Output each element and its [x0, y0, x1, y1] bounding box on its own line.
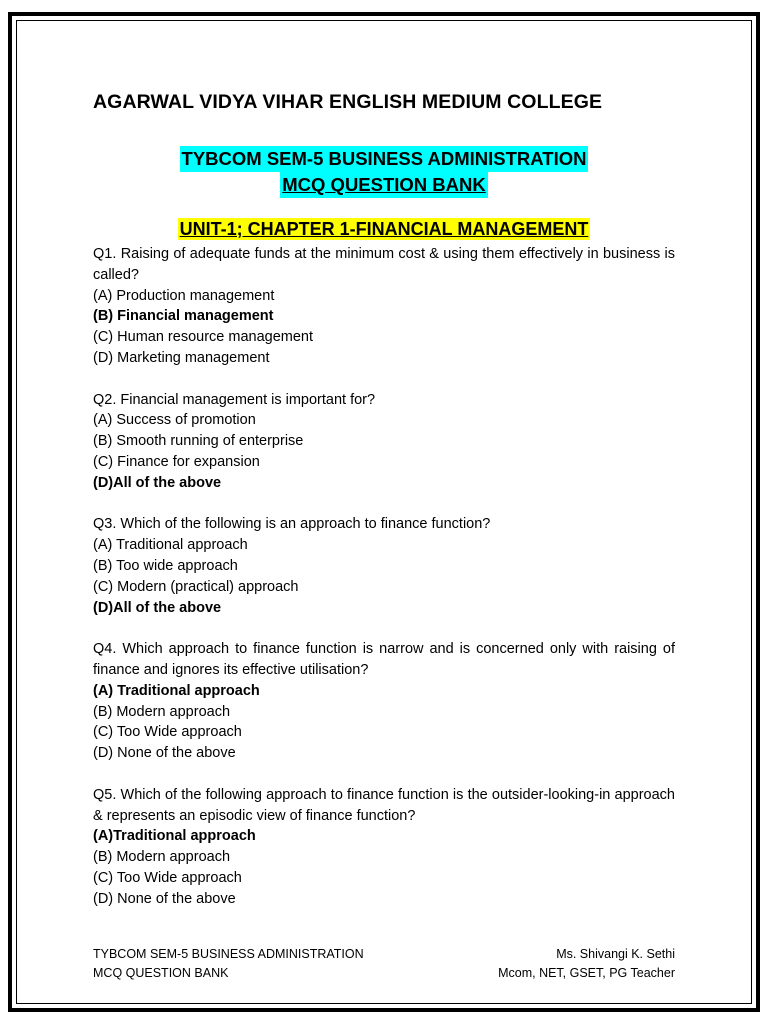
page-footer [93, 945, 675, 983]
option-answer: (A) Traditional approach [93, 682, 260, 699]
question-list [93, 244, 675, 910]
option-answer: (B) Financial management [93, 308, 274, 325]
question-item [93, 785, 675, 910]
question-text: Q4. Which approach to finance function is narrow and is concerned only with raising of finance and ignores its effective utilisation? [93, 641, 675, 678]
unit-heading: UNIT-1; CHAPTER 1-FINANCIAL MANAGEMENT [179, 219, 589, 239]
option: (C) Human resource management [93, 329, 314, 346]
footer-teacher-qualifications: Mcom, NET, GSET, PG Teacher [498, 966, 675, 980]
option: (B) Too wide approach [93, 557, 238, 574]
question-item [93, 244, 675, 369]
question-text: Q2. Financial management is important for? [93, 391, 376, 408]
title-block [93, 146, 675, 198]
course-title: TYBCOM SEM-5 BUSINESS ADMINISTRATION [180, 146, 589, 172]
question-text: Q3. Which of the following is an approach to finance function? [93, 516, 491, 533]
option: (C) Modern (practical) approach [93, 578, 299, 595]
option: (D) Marketing management [93, 349, 270, 366]
footer-bank: MCQ QUESTION BANK [93, 966, 229, 980]
option-answer: (A)Traditional approach [93, 828, 256, 845]
option: (B) Modern approach [93, 703, 231, 720]
option: (A) Production management [93, 287, 275, 304]
option: (A) Success of promotion [93, 412, 256, 429]
option: (D) None of the above [93, 745, 236, 762]
option: (D) None of the above [93, 890, 236, 907]
document-body [93, 88, 675, 930]
footer-left [93, 945, 364, 983]
question-item [93, 390, 675, 494]
question-text: Q1. Raising of adequate funds at the minimum cost & using them effectively in business is called? [93, 246, 675, 283]
option: (C) Too Wide approach [93, 869, 242, 886]
option: (A) Traditional approach [93, 537, 248, 554]
question-text: Q5. Which of the following approach to finance function is the outsider-looking-in approach & represents an episodic view of finance function? [93, 786, 675, 824]
unit-heading-block [93, 218, 675, 240]
option: (C) Too Wide approach [93, 724, 242, 741]
college-name: AGARWAL VIDYA VIHAR ENGLISH MEDIUM COLLEGE [93, 91, 603, 113]
footer-course: TYBCOM SEM-5 BUSINESS ADMINISTRATION [93, 947, 364, 961]
option-answer: (D)All of the above [93, 474, 222, 491]
question-item [93, 514, 675, 618]
footer-teacher-name: Ms. Shivangi K. Sethi [556, 947, 675, 961]
option-answer: (D)All of the above [93, 599, 222, 616]
question-bank-title: MCQ QUESTION BANK [280, 172, 488, 198]
question-item [93, 639, 675, 764]
option: (C) Finance for expansion [93, 453, 260, 470]
option: (B) Modern approach [93, 849, 231, 866]
footer-right [498, 945, 675, 983]
option: (B) Smooth running of enterprise [93, 433, 304, 450]
